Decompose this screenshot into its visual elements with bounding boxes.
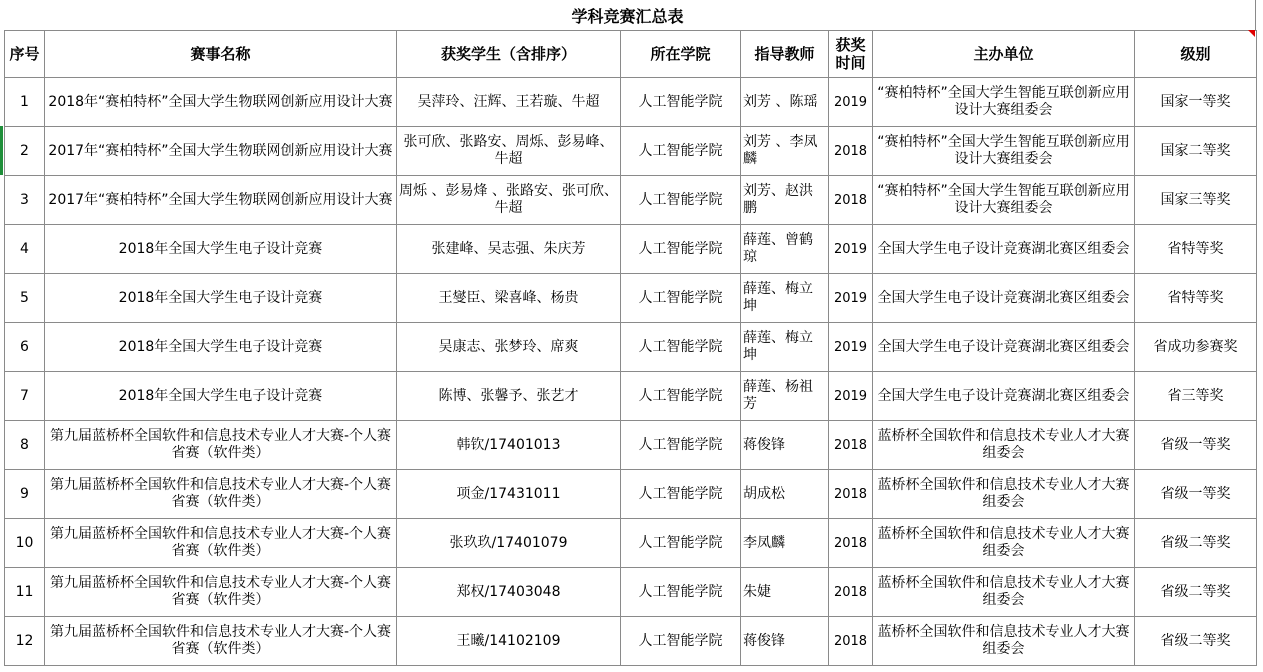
cell-students[interactable]: 王曦/14102109 [397,617,621,666]
competition-table [4,30,1257,666]
cell-college[interactable]: 人工智能学院 [621,78,741,127]
table-row [5,274,1257,323]
cell-year[interactable]: 2018 [829,568,873,617]
table-row [5,568,1257,617]
cell-competition[interactable]: 第九届蓝桥杯全国软件和信息技术专业人才大赛-个人赛省赛（软件类） [45,470,397,519]
cell-level[interactable]: 省级一等奖 [1135,470,1257,519]
cell-students[interactable]: 吴萍玲、汪辉、王若璇、牛超 [397,78,621,127]
cell-college[interactable]: 人工智能学院 [621,176,741,225]
cell-index[interactable]: 2 [5,127,45,176]
cell-organizer[interactable]: 全国大学生电子设计竞赛湖北赛区组委会 [873,225,1135,274]
cell-index[interactable]: 1 [5,78,45,127]
header-year[interactable]: 获奖时间 [829,31,873,78]
cell-teacher[interactable]: 朱婕 [741,568,829,617]
cell-students[interactable]: 周烁 、彭易烽 、张路安、张可欣、 牛超 [397,176,621,225]
cell-teacher[interactable]: 胡成松 [741,470,829,519]
cell-organizer[interactable]: 蓝桥杯全国软件和信息技术专业人才大赛组委会 [873,421,1135,470]
header-index[interactable]: 序号 [5,31,45,78]
cell-year[interactable]: 2018 [829,176,873,225]
cell-organizer[interactable]: “赛柏特杯”全国大学生智能互联创新应用设计大赛组委会 [873,78,1135,127]
header-teacher[interactable]: 指导教师 [741,31,829,78]
cell-teacher[interactable]: 薛莲、梅立坤 [741,323,829,372]
cell-college[interactable]: 人工智能学院 [621,225,741,274]
cell-year[interactable]: 2019 [829,372,873,421]
cell-year[interactable]: 2019 [829,323,873,372]
cell-college[interactable]: 人工智能学院 [621,127,741,176]
table-row [5,372,1257,421]
cell-level[interactable]: 国家三等奖 [1135,176,1257,225]
cell-organizer[interactable]: 全国大学生电子设计竞赛湖北赛区组委会 [873,372,1135,421]
cell-students[interactable]: 王燮臣、梁喜峰、杨贵 [397,274,621,323]
cell-organizer[interactable]: 蓝桥杯全国软件和信息技术专业人才大赛组委会 [873,617,1135,666]
cell-students[interactable]: 张玖玖/17401079 [397,519,621,568]
cell-students[interactable]: 张可欣、张路安、周烁、彭易峰、牛超 [397,127,621,176]
sheet-title[interactable]: 学科竞赛汇总表 [0,0,1256,30]
header-row [5,31,1257,78]
cell-college[interactable]: 人工智能学院 [621,372,741,421]
table-row [5,470,1257,519]
cell-students[interactable]: 张建峰、吴志强、朱庆芳 [397,225,621,274]
cell-competition[interactable]: 第九届蓝桥杯全国软件和信息技术专业人才大赛-个人赛省赛（软件类） [45,519,397,568]
cell-students[interactable]: 陈博、张馨予、张艺才 [397,372,621,421]
cell-competition[interactable]: 2017年“赛柏特杯”全国大学生物联网创新应用设计大赛 [45,176,397,225]
cell-organizer[interactable]: “赛柏特杯”全国大学生智能互联创新应用设计大赛组委会 [873,176,1135,225]
cell-index[interactable]: 6 [5,323,45,372]
cell-competition[interactable]: 2017年“赛柏特杯”全国大学生物联网创新应用设计大赛 [45,127,397,176]
cell-year[interactable]: 2019 [829,274,873,323]
cell-college[interactable]: 人工智能学院 [621,617,741,666]
cell-competition[interactable]: 2018年“赛柏特杯”全国大学生物联网创新应用设计大赛 [45,78,397,127]
cell-teacher[interactable]: 刘芳 、陈瑶 [741,78,829,127]
cell-competition[interactable]: 第九届蓝桥杯全国软件和信息技术专业人才大赛-个人赛省赛（软件类） [45,421,397,470]
header-competition[interactable]: 赛事名称 [45,31,397,78]
cell-level[interactable]: 国家二等奖 [1135,127,1257,176]
cell-level[interactable]: 国家一等奖 [1135,78,1257,127]
comment-indicator-icon [1248,30,1255,37]
table-row [5,421,1257,470]
cell-students[interactable]: 项金/17431011 [397,470,621,519]
cell-teacher[interactable]: 薛莲、曾鹤琼 [741,225,829,274]
cell-index[interactable]: 3 [5,176,45,225]
table-row [5,127,1257,176]
table-row [5,78,1257,127]
cell-competition[interactable]: 第九届蓝桥杯全国软件和信息技术专业人才大赛-个人赛省赛（软件类） [45,568,397,617]
cell-level[interactable]: 省特等奖 [1135,225,1257,274]
cell-competition[interactable]: 第九届蓝桥杯全国软件和信息技术专业人才大赛-个人赛省赛（软件类） [45,617,397,666]
cell-students[interactable]: 吴康志、张梦玲、席爽 [397,323,621,372]
cell-students[interactable]: 韩钦/17401013 [397,421,621,470]
cell-level[interactable]: 省特等奖 [1135,274,1257,323]
cell-index[interactable]: 7 [5,372,45,421]
cell-college[interactable]: 人工智能学院 [621,421,741,470]
cell-level[interactable]: 省三等奖 [1135,372,1257,421]
header-students[interactable]: 获奖学生（含排序） [397,31,621,78]
selected-row-indicator [0,126,3,175]
cell-competition[interactable]: 2018年全国大学生电子设计竞赛 [45,372,397,421]
table-row [5,519,1257,568]
cell-index[interactable]: 12 [5,617,45,666]
cell-competition[interactable]: 2018年全国大学生电子设计竞赛 [45,323,397,372]
cell-year[interactable]: 2018 [829,470,873,519]
cell-college[interactable]: 人工智能学院 [621,568,741,617]
cell-index[interactable]: 5 [5,274,45,323]
cell-organizer[interactable]: 蓝桥杯全国软件和信息技术专业人才大赛组委会 [873,568,1135,617]
cell-level[interactable]: 省成功参赛奖 [1135,323,1257,372]
cell-index[interactable]: 4 [5,225,45,274]
cell-college[interactable]: 人工智能学院 [621,470,741,519]
cell-level[interactable]: 省级二等奖 [1135,568,1257,617]
cell-year[interactable]: 2018 [829,519,873,568]
cell-index[interactable]: 9 [5,470,45,519]
cell-index[interactable]: 10 [5,519,45,568]
cell-organizer[interactable]: 全国大学生电子设计竞赛湖北赛区组委会 [873,274,1135,323]
cell-competition[interactable]: 2018年全国大学生电子设计竞赛 [45,274,397,323]
cell-students[interactable]: 郑权/17403048 [397,568,621,617]
cell-organizer[interactable]: 全国大学生电子设计竞赛湖北赛区组委会 [873,323,1135,372]
header-organizer[interactable]: 主办单位 [873,31,1135,78]
cell-index[interactable]: 11 [5,568,45,617]
cell-teacher[interactable]: 蒋俊锋 [741,421,829,470]
cell-college[interactable]: 人工智能学院 [621,274,741,323]
cell-college[interactable]: 人工智能学院 [621,323,741,372]
table-row [5,323,1257,372]
header-college[interactable]: 所在学院 [621,31,741,78]
cell-teacher[interactable]: 李凤麟 [741,519,829,568]
table-row [5,225,1257,274]
table-row [5,617,1257,666]
cell-competition[interactable]: 2018年全国大学生电子设计竞赛 [45,225,397,274]
cell-year[interactable]: 2018 [829,617,873,666]
cell-teacher[interactable]: 薛莲、梅立坤 [741,274,829,323]
cell-level[interactable]: 省级一等奖 [1135,421,1257,470]
cell-college[interactable]: 人工智能学院 [621,519,741,568]
cell-year[interactable]: 2018 [829,421,873,470]
cell-level[interactable]: 省级二等奖 [1135,519,1257,568]
cell-level[interactable]: 省级二等奖 [1135,617,1257,666]
cell-teacher[interactable]: 刘芳、赵洪鹏 [741,176,829,225]
cell-organizer[interactable]: “赛柏特杯”全国大学生智能互联创新应用设计大赛组委会 [873,127,1135,176]
cell-index[interactable]: 8 [5,421,45,470]
table-row [5,176,1257,225]
cell-organizer[interactable]: 蓝桥杯全国软件和信息技术专业人才大赛组委会 [873,519,1135,568]
cell-year[interactable]: 2018 [829,127,873,176]
cell-teacher[interactable]: 薛莲、杨祖芳 [741,372,829,421]
cell-year[interactable]: 2019 [829,78,873,127]
cell-teacher[interactable]: 蒋俊锋 [741,617,829,666]
cell-year[interactable]: 2019 [829,225,873,274]
cell-organizer[interactable]: 蓝桥杯全国软件和信息技术专业人才大赛组委会 [873,470,1135,519]
header-level[interactable]: 级别 [1135,31,1257,78]
cell-teacher[interactable]: 刘芳 、李凤麟 [741,127,829,176]
